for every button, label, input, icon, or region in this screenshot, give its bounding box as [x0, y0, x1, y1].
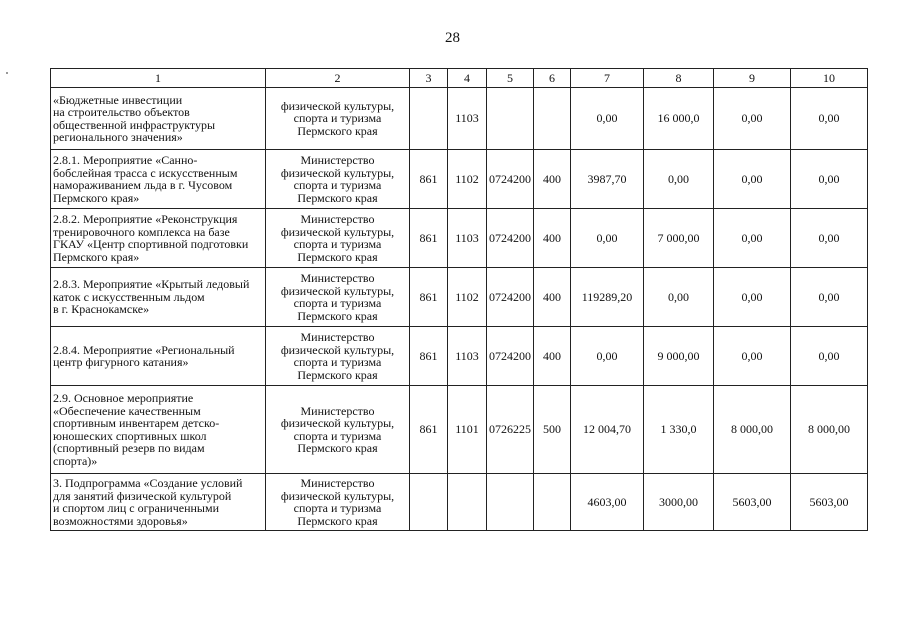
measure-description-text: 2.8.4. Мероприятие «Региональный центр фигурного катания» [53, 342, 235, 369]
responsible-ministry [266, 150, 410, 209]
table-row [51, 268, 868, 327]
responsible-ministry [266, 268, 410, 327]
table-row [51, 209, 868, 268]
ministry-text: Министерство физической культуры, спорта и туризма Пермского края [280, 212, 395, 264]
column-header: 8 [644, 69, 714, 88]
amount-cell: 0,00 [571, 327, 644, 386]
section-code-cell: 1101 [448, 386, 487, 474]
amount-cell: 0,00 [791, 268, 868, 327]
section-code-cell: 1102 [448, 268, 487, 327]
measure-description-text: 2.8.3. Мероприятие «Крытый ледовый каток с искусственным льдом в г. Краснокамске» [53, 277, 250, 317]
ministry-text: Министерство физической культуры, спорта и туризма Пермского края [280, 271, 395, 323]
ministry-code-cell [410, 88, 448, 150]
amount-cell: 119289,20 [571, 268, 644, 327]
column-header: 4 [448, 69, 487, 88]
ministry-text: Министерство физической культуры, спорта и туризма Пермского края [280, 403, 395, 455]
measure-description-text: 2.9. Основное мероприятие «Обеспечение качественным спортивным инвентарем детско- юношеских спортивных школ (спортивный резерв по видам спорта)» [53, 391, 220, 468]
expense-type-cell: 400 [534, 268, 571, 327]
amount-cell: 0,00 [714, 88, 791, 150]
amount-cell: 0,00 [714, 327, 791, 386]
ministry-code-cell: 861 [410, 268, 448, 327]
responsible-ministry [266, 88, 410, 150]
measure-description [51, 474, 266, 531]
responsible-ministry [266, 386, 410, 474]
measure-description-text: 2.8.1. Мероприятие «Санно- бобслейная трасса с искусственным намораживанием льда в г. Чусовом Пермского края» [53, 153, 238, 205]
measure-description-text: 2.8.2. Мероприятие «Реконструкция тренировочного комплекса на базе ГКАУ «Центр спортивной подготовки Пермского края» [53, 212, 249, 264]
header-row [51, 69, 868, 88]
ministry-code-cell: 861 [410, 209, 448, 268]
amount-cell: 0,00 [571, 209, 644, 268]
amount-cell: 1 330,0 [644, 386, 714, 474]
budget-table [50, 68, 868, 531]
amount-cell: 0,00 [791, 150, 868, 209]
amount-cell: 16 000,0 [644, 88, 714, 150]
responsible-ministry [266, 209, 410, 268]
amount-cell: 0,00 [714, 150, 791, 209]
amount-cell: 3987,70 [571, 150, 644, 209]
ministry-code-cell: 861 [410, 386, 448, 474]
table-row [51, 386, 868, 474]
section-code-cell: 1103 [448, 327, 487, 386]
measure-description [51, 386, 266, 474]
expense-type-cell [534, 474, 571, 531]
amount-cell: 8 000,00 [791, 386, 868, 474]
target-article-cell [487, 474, 534, 531]
ministry-text: Министерство физической культуры, спорта и туризма Пермского края [280, 476, 395, 528]
section-code-cell: 1102 [448, 150, 487, 209]
target-article-cell: 0724200 [487, 150, 534, 209]
expense-type-cell [534, 88, 571, 150]
measure-description [51, 268, 266, 327]
measure-description-text: «Бюджетные инвестиции на строительство объектов общественной инфраструктуры регионального значения» [53, 92, 216, 144]
target-article-cell: 0726225 [487, 386, 534, 474]
amount-cell: 5603,00 [714, 474, 791, 531]
expense-type-cell: 500 [534, 386, 571, 474]
amount-cell: 12 004,70 [571, 386, 644, 474]
page-number: 28 [445, 30, 460, 46]
column-header: 9 [714, 69, 791, 88]
amount-cell: 9 000,00 [644, 327, 714, 386]
amount-cell: 0,00 [571, 88, 644, 150]
amount-cell: 0,00 [791, 327, 868, 386]
measure-description [51, 327, 266, 386]
expense-type-cell: 400 [534, 327, 571, 386]
amount-cell: 0,00 [714, 209, 791, 268]
expense-type-cell: 400 [534, 150, 571, 209]
amount-cell: 4603,00 [571, 474, 644, 531]
amount-cell: 0,00 [714, 268, 791, 327]
expense-type-cell: 400 [534, 209, 571, 268]
table-row [51, 150, 868, 209]
scan-speck [6, 72, 8, 74]
amount-cell: 5603,00 [791, 474, 868, 531]
column-header: 7 [571, 69, 644, 88]
target-article-cell: 0724200 [487, 268, 534, 327]
ministry-text: Министерство физической культуры, спорта и туризма Пермского края [280, 330, 395, 382]
amount-cell: 0,00 [791, 209, 868, 268]
responsible-ministry [266, 327, 410, 386]
amount-cell: 7 000,00 [644, 209, 714, 268]
column-header: 6 [534, 69, 571, 88]
amount-cell: 0,00 [644, 268, 714, 327]
column-header: 3 [410, 69, 448, 88]
ministry-code-cell: 861 [410, 327, 448, 386]
amount-cell: 8 000,00 [714, 386, 791, 474]
target-article-cell: 0724200 [487, 209, 534, 268]
ministry-code-cell: 861 [410, 150, 448, 209]
measure-description [51, 88, 266, 150]
section-code-cell [448, 474, 487, 531]
column-header: 10 [791, 69, 868, 88]
section-code-cell: 1103 [448, 209, 487, 268]
target-article-cell: 0724200 [487, 327, 534, 386]
column-header: 2 [266, 69, 410, 88]
responsible-ministry [266, 474, 410, 531]
measure-description [51, 150, 266, 209]
target-article-cell [487, 88, 534, 150]
amount-cell: 0,00 [791, 88, 868, 150]
ministry-text: физической культуры, спорта и туризма Пермского края [280, 98, 395, 138]
table-row [51, 88, 868, 150]
section-code-cell: 1103 [448, 88, 487, 150]
column-header: 5 [487, 69, 534, 88]
amount-cell: 3000,00 [644, 474, 714, 531]
ministry-code-cell [410, 474, 448, 531]
table-row [51, 327, 868, 386]
amount-cell: 0,00 [644, 150, 714, 209]
measure-description [51, 209, 266, 268]
ministry-text: Министерство физической культуры, спорта и туризма Пермского края [280, 153, 395, 205]
table-row [51, 474, 868, 531]
measure-description-text: 3. Подпрограмма «Создание условий для занятий физической культурой и спортом лиц с ограниченными возможностями здоровья» [53, 476, 243, 528]
column-header: 1 [51, 69, 266, 88]
